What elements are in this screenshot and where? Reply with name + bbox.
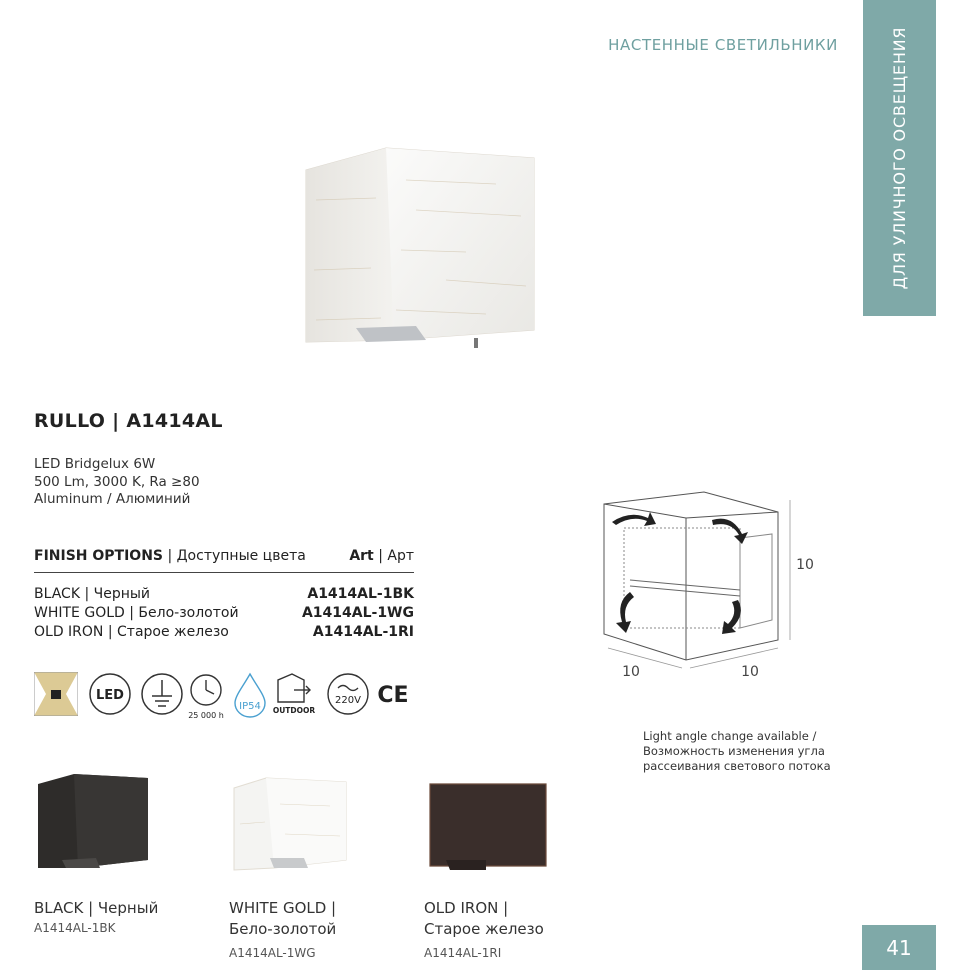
variant-old-iron-photo bbox=[426, 774, 550, 874]
page-number: 41 bbox=[862, 925, 936, 970]
variant-code: A1414AL-1BK bbox=[34, 921, 116, 935]
product-main-photo bbox=[296, 140, 546, 360]
led-label: LED bbox=[96, 688, 124, 703]
spec-line: LED Bridgelux 6W bbox=[34, 456, 156, 472]
variant-code: A1414AL-1WG bbox=[229, 946, 316, 960]
variant-name: BLACK | Черный bbox=[34, 899, 159, 917]
section-title: НАСТЕННЫЕ СВЕТИЛЬНИКИ bbox=[608, 36, 838, 54]
spec-line: 500 Lm, 3000 K, Ra ≥80 bbox=[34, 473, 200, 490]
variant-name: WHITE GOLD | bbox=[229, 899, 337, 917]
variant-white-gold-photo bbox=[230, 774, 350, 874]
hours-label: 25 000 h bbox=[188, 711, 224, 720]
variant-black bbox=[34, 898, 158, 935]
dimension-diagram bbox=[590, 488, 830, 688]
side-category-label: ДЛЯ УЛИЧНОГО ОСВЕЩЕНИЯ bbox=[890, 26, 909, 290]
variant-name: OLD IRON | bbox=[424, 899, 509, 917]
height-dimension: 10 bbox=[796, 557, 814, 573]
finish-name: OLD IRON | Старое железо bbox=[34, 624, 229, 640]
diagram-caption bbox=[643, 729, 831, 774]
ip54-label: IP54 bbox=[239, 701, 261, 712]
finish-row bbox=[34, 624, 414, 642]
caption-line: рассеивания светового потока bbox=[643, 759, 831, 773]
variant-black-photo bbox=[34, 772, 154, 872]
finish-code: A1414AL-1RI bbox=[312, 624, 414, 640]
outdoor-icon bbox=[272, 672, 322, 718]
finish-name: BLACK | Черный bbox=[34, 586, 151, 602]
finish-code: A1414AL-1BK bbox=[307, 586, 414, 602]
side-category-tab bbox=[863, 0, 936, 316]
width-dimension: 10 bbox=[741, 664, 759, 680]
ce-label: CE bbox=[377, 683, 409, 708]
depth-dimension: 10 bbox=[622, 664, 640, 680]
product-specs bbox=[34, 456, 200, 509]
led-icon bbox=[88, 672, 132, 716]
finish-row bbox=[34, 586, 414, 604]
light-direction-icon bbox=[34, 672, 78, 716]
finish-row bbox=[34, 605, 414, 623]
finish-code: A1414AL-1WG bbox=[301, 605, 414, 621]
variant-old-iron bbox=[424, 898, 544, 960]
variant-name: Бело-золотой bbox=[229, 920, 337, 938]
variant-name: Старое железо bbox=[424, 920, 544, 938]
voltage-icon bbox=[326, 672, 370, 716]
finish-header-left: FINISH OPTIONS | Доступные цвета bbox=[34, 548, 306, 564]
finish-header-right: Art | Арт bbox=[349, 548, 414, 564]
voltage-label: 220V bbox=[335, 695, 361, 706]
grounding-icon bbox=[140, 672, 184, 716]
product-title: RULLO | A1414AL bbox=[34, 410, 223, 432]
variant-code: A1414AL-1RI bbox=[424, 946, 502, 960]
variant-white-gold bbox=[229, 898, 336, 960]
outdoor-label: OUTDOOR bbox=[272, 706, 316, 715]
finish-name: WHITE GOLD | Бело-золотой bbox=[34, 605, 239, 621]
caption-line: Возможность изменения угла bbox=[643, 744, 825, 758]
ce-icon bbox=[376, 678, 410, 710]
clock-icon bbox=[186, 672, 226, 720]
caption-line: Light angle change available / bbox=[643, 729, 817, 743]
finish-divider bbox=[34, 572, 414, 573]
spec-line: Aluminum / Алюминий bbox=[34, 491, 191, 507]
ip54-icon bbox=[232, 672, 268, 718]
